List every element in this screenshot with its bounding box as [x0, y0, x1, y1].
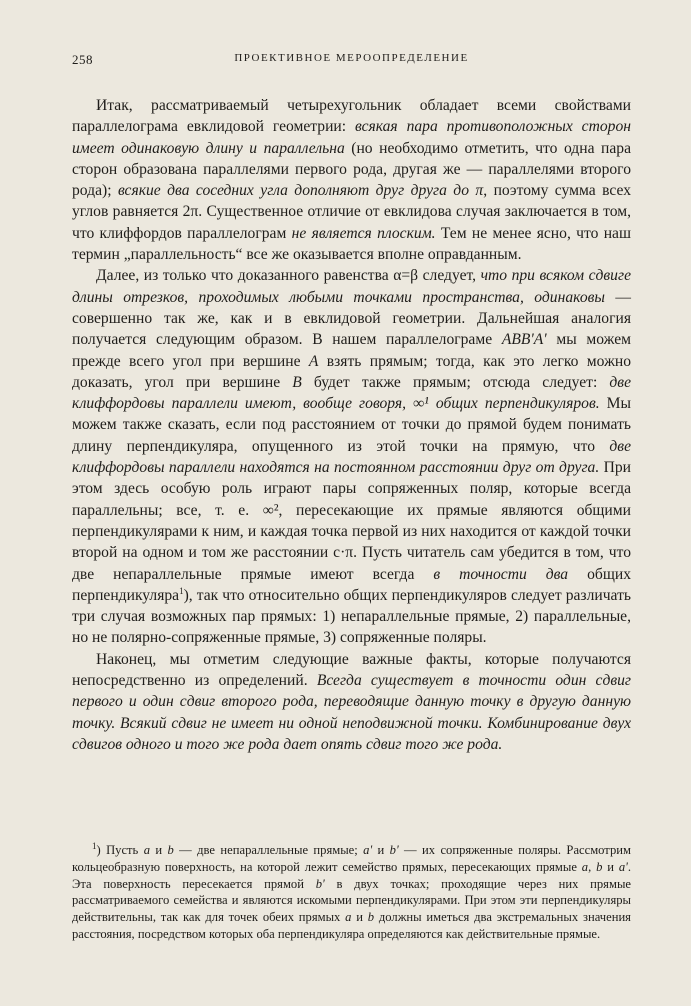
fn-text-4: и [372, 843, 390, 857]
p1-text-4: Тем не менее ясно, что наш термин „параллельность“ все же оказывается вполне оправданным. [72, 224, 631, 264]
footnote-mark: 1 [92, 840, 97, 851]
p3-italic-1: Всегда существует в точности один сдвиг первого и один сдвиг второго рода, переводящие данную точку в другую данную точку. Всякий сдвиг не имеет ни одной неподвижной точки. Комбинирование двух сдвигов одного и того же рода дает опять сдвиг того же рода. [72, 672, 631, 753]
fn-var-b-prime: b' [389, 843, 399, 857]
p2-italic-3: A [308, 352, 319, 370]
fn-text-5: — их сопряженные поляры. Рассмотрим кольцеобразную поверхность, на которой лежит семейство прямых, пересекающих прямые [72, 843, 631, 874]
main-text [72, 95, 631, 755]
fn-var-b-2: b [596, 859, 603, 874]
fn-var-a-prime: a' [363, 843, 373, 857]
page-number: 258 [72, 52, 93, 67]
fn-var-b-prime-2: b' [315, 876, 325, 891]
p2-text-7: При этом здесь особую роль играют пары сопряженных поляр, которые всегда параллельны; все, т. е. ∞², пересекающие их прямые являются общими перпендикулярами к ним, и каждая точка первой из них находится от каждой точки второй на одном и том же расстоянии c·π. Пусть читатель сам убедится в том, что две непараллельные прямые имеют всегда [72, 459, 631, 583]
fn-var-a-2: a [581, 859, 589, 874]
p2-text-4: взять прямым; тогда, как это легко можно доказать, угол при вершине [72, 352, 631, 391]
p2-italic-1: что при всяком сдвиге длины отрезков, проходимых любыми точками пространства, одинаковы [72, 267, 631, 306]
p2-text-2: — совершенно так же, как и в евклидовой геометрии. Дальнейшая аналогия получается следующим образом. В нашем параллелограме [72, 288, 631, 349]
fn-var-b-3: b [367, 910, 375, 925]
p2-text-1: Далее, из только что доказанного равенства α=β следует, [96, 267, 481, 285]
fn-text-1: ) Пусть [96, 843, 144, 857]
page-header [72, 52, 631, 72]
p1-text-3: , поэтому сумма всех углов равняется 2π. Существенное отличие от евклидова случая заключается в том, что клиффордов параллелограм [72, 182, 631, 242]
running-title: ПРОЕКТИВНОЕ МЕРООПРЕДЕЛЕНИЕ [234, 52, 469, 64]
fn-text-11: должны иметься два экстремальных значения расстояния, посредством которых оба перпендикуляра определяются как действительные прямые. [72, 910, 631, 941]
p1-italic-2: всякие два соседних угла дополняют друг друга до π [117, 182, 484, 200]
p2-text-8: общих перпендикуляра [72, 565, 631, 604]
p2-italic-4: B [292, 373, 302, 391]
p2-italic-2: ABB'A' [501, 331, 547, 349]
p2-text-3: мы можем прежде всего угол при вершине [72, 331, 631, 370]
paragraph-3 [72, 649, 631, 755]
fn-text-6: , [588, 859, 597, 874]
fn-text-3: — две непараллельные прямые; [173, 843, 364, 857]
p1-text-2: (но необходимо отметить, что одна пара сторон образована параллелями первого рода, другая же — параллелями второго рода); [72, 139, 631, 200]
fn-var-a-prime-2: a' [618, 859, 628, 874]
p2-italic-6: две клиффордовы параллели находятся на постоянном расстоянии друг от друга. [72, 437, 631, 477]
p2-text-6: Мы можем также сказать, если под расстоянием от точки до прямой будем понимать длину перпендикуляра, опущенного из этой точки на прямую, что [72, 395, 631, 455]
p3-text-1: Наконец, мы отметим следующие важные факты, которые получаются непосредственно из определений. [72, 650, 631, 690]
p2-italic-5: две клиффордовы параллели имеют, вообще говоря, ∞¹ общих перпендикуляров. [72, 373, 631, 413]
paragraph-2 [72, 265, 631, 648]
p1-text-1: Итак, рассматриваемый четырехугольник обладает всеми свойствами параллелограма евклидовой геометрии: [72, 97, 631, 136]
p1-italic-1: всякая пара противоположных сторон имеет одинаковую длину и параллельна [72, 118, 631, 157]
p2-text-9: ), так что относительно общих перпендикуляров следует различать три случая возможных пар прямых: 1) непараллельные прямые, 2) параллельные, но не полярно-сопряженные прямые, 3) сопряженные поляры. [72, 586, 631, 647]
footnote-ref-1[interactable]: 1 [179, 585, 184, 596]
p2-text-5: будет также прямым; отсюда следует: [301, 373, 610, 391]
footnote-1 [72, 842, 631, 943]
fn-text-9: в двух точках; проходящие через них прямые рассматриваемого семейства и являются искомыми перпендикулярами. При этом эти перпендикуляры действительны, так как для точек обеих прямых [72, 876, 631, 925]
paragraph-1 [72, 95, 631, 265]
fn-var-a: a [143, 843, 150, 857]
fn-var-b: b [167, 843, 174, 857]
fn-text-8: . Эта поверхность пересекается прямой [72, 859, 631, 891]
fn-text-10: и [351, 910, 368, 925]
p2-italic-7: в точности два [433, 565, 569, 583]
footnote-block [72, 842, 631, 943]
fn-var-a-3: a [345, 910, 352, 925]
fn-text-7: и [602, 859, 619, 874]
p1-italic-3: не является плоским. [291, 224, 436, 242]
fn-text-2: и [149, 843, 168, 857]
